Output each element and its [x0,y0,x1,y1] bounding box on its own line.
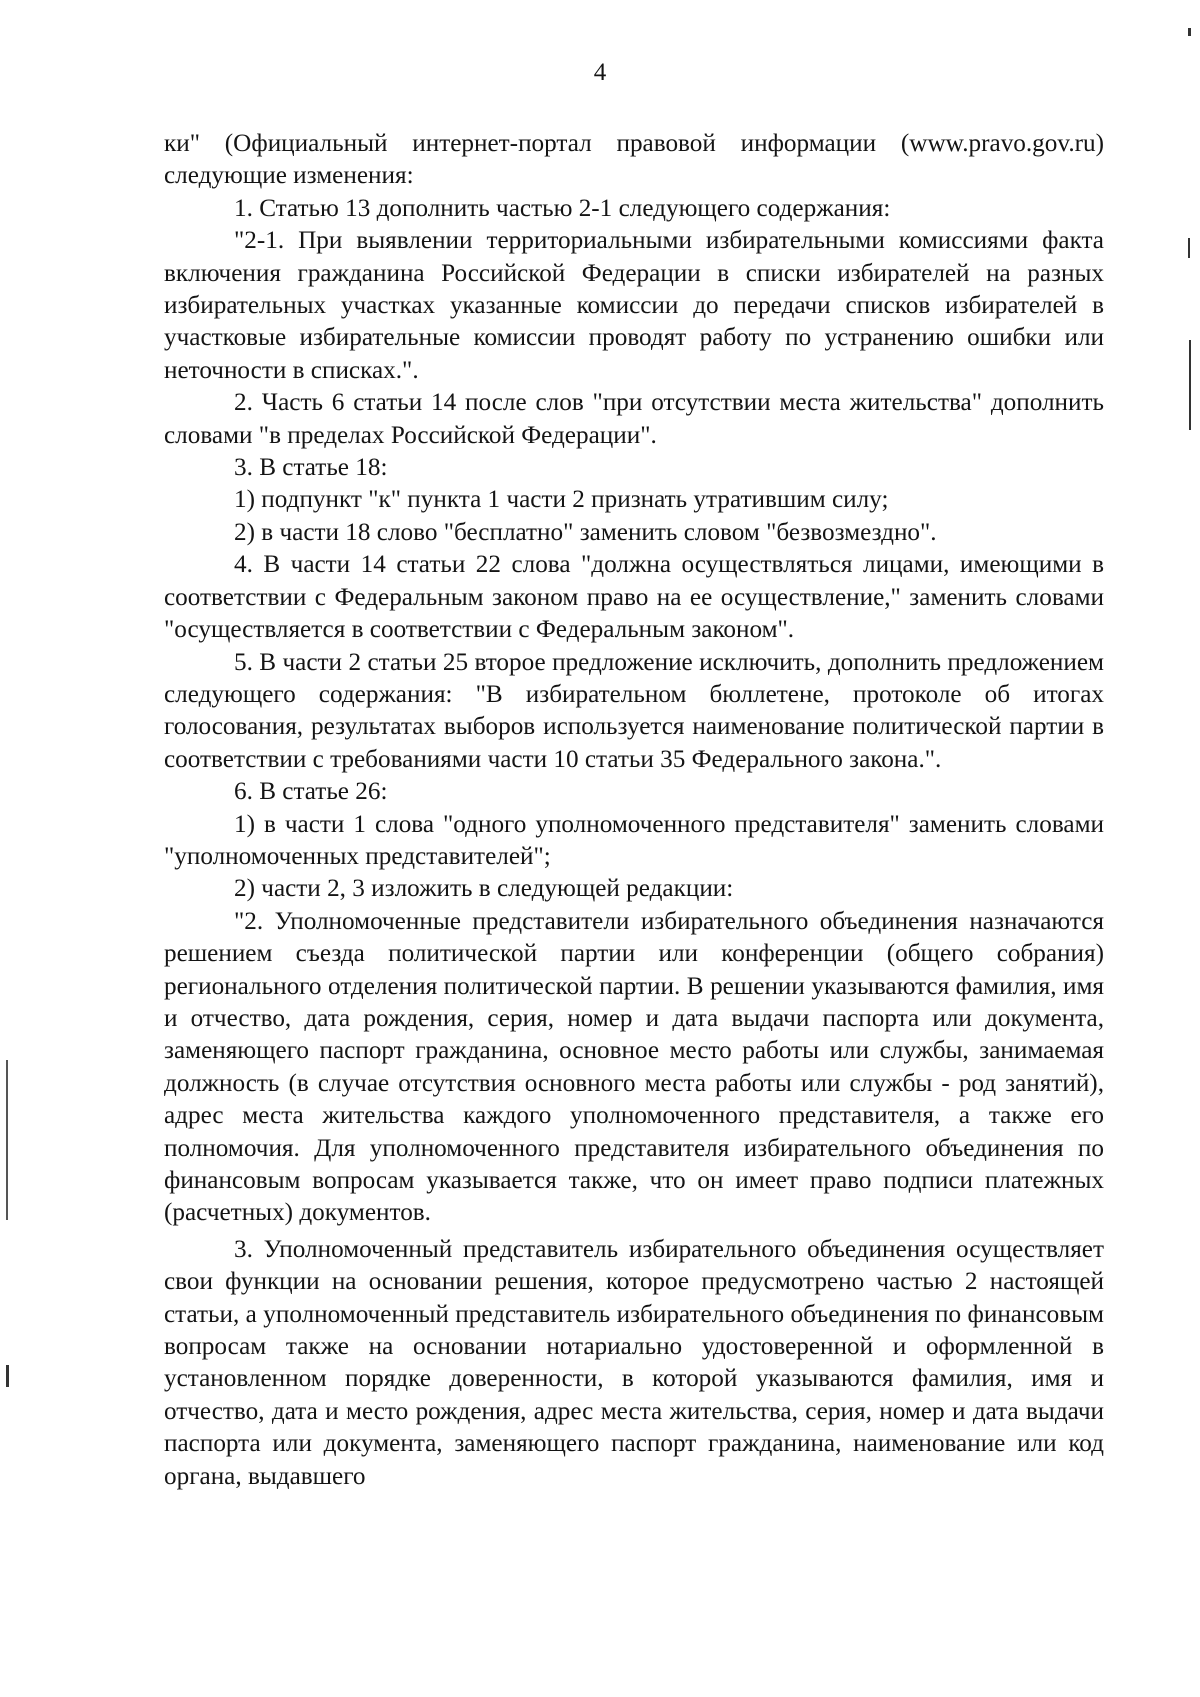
paragraph-continuation: ки" (Официальный интернет-портал правовой информации (www.pravo.gov.ru) следующие изменения: [164,130,1104,190]
paragraph-item-6-2: 2) части 2, 3 изложить в следующей редакции: [234,875,734,903]
scan-mark-left-2 [6,1365,9,1387]
paragraph-quote-part-2: "2. Уполномоченные представители избирательного объединения назначаются решением съезда политической партии или конференции (общего собрания) регионального отделения политической партии. В решении указываются фамилия, имя и отчество, дата рождения, серия, номер и дата выдачи паспорта или документа, заменяющего паспорт гражданина, основное место работы или службы, занимаемая должность (в случае отсутствия основного места работы или службы - род занятий), адрес места жительства каждого уполномоченного представителя, а также его полномочия. Для уполномоченного представителя избирательного объединения по финансовым вопросам указывается также, что он имеет право подписи платежных (расчетных) документов. [164,907,1104,1227]
paragraph-quote-2-1: "2-1. При выявлении территориальными избирательными комиссиями факта включения гражданина Российской Федерации в списки избирателей на разных избирательных участках указанные комиссии до передачи списков избирателей в участковые избирательные комиссии проводят работу по устранению ошибки или неточности в списках.". [164,227,1104,384]
paragraph-item-3-1: 1) подпункт "к" пункта 1 части 2 признать утратившим силу; [234,486,889,514]
paragraph-item-1: 1. Статью 13 дополнить частью 2-1 следующего содержания: [234,194,891,222]
paragraph-item-6-1: 1) в части 1 слова "одного уполномоченного представителя" заменить словами "уполномоченных представителей"; [164,810,1104,870]
paragraph-quote-part-3: 3. Уполномоченный представитель избирательного объединения осуществляет свои функции на основании решения, которое предусмотрено частью 2 настоящей статьи, а уполномоченный представитель избирательного объединения по финансовым вопросам также на основании нотариально удостоверенной и оформленной в установленном порядке доверенности, в которой указываются фамилия, имя и отчество, дата и место рождения, адрес места жительства, серия, номер и дата выдачи паспорта или документа, заменяющего паспорт гражданина, наименование или код органа, выдавшего [164,1235,1104,1490]
document-body [164,128,1104,1493]
paragraph-item-4: 4. В части 14 статьи 22 слова "должна осуществляться лицами, имеющими в соответствии с Федеральным законом право на ее осуществление," заменить словами "осуществляется в соответствии с Федеральным законом". [164,551,1104,644]
scan-mark-right-2 [1189,340,1191,430]
page-number: 4 [593,59,607,86]
paragraph-item-6: 6. В статье 26: [234,778,388,806]
paragraph-item-5: 5. В части 2 статьи 25 второе предложение исключить, дополнить предложением следующего содержания: "В избирательном бюллетене, протоколе об итогах голосования, результатах выборов используется наименование политической партии в соответствии с требованиями части 10 статьи 35 Федерального закона.". [164,648,1104,773]
paragraph-item-3: 3. В статье 18: [234,454,388,482]
scan-mark-right-1 [1188,238,1190,258]
scan-mark-left-1 [6,1060,8,1220]
paragraph-item-3-2: 2) в части 18 слово "бесплатно" заменить словом "безвозмездно". [234,518,937,546]
scan-mark-top-right [1188,28,1191,36]
paragraph-item-2: 2. Часть 6 статьи 14 после слов "при отсутствии места жительства" дополнить словами "в пределах Российской Федерации". [164,389,1104,449]
